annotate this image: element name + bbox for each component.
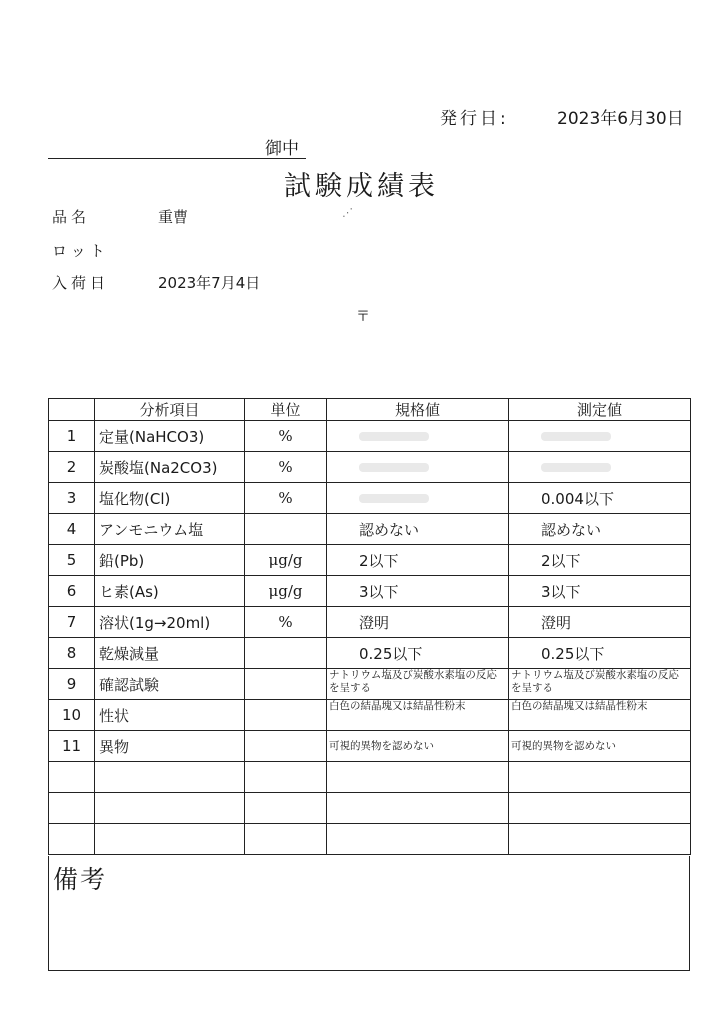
empty-row <box>49 793 691 824</box>
redacted-value <box>541 463 611 472</box>
row-unit: μg/g <box>245 545 327 576</box>
row-spec: 2以下 <box>327 545 509 576</box>
issue-date-value: 2023年6月30日 <box>557 109 684 129</box>
row-item: 塩化物(Cl) <box>95 483 245 514</box>
row-spec-redacted <box>327 483 509 514</box>
table-row <box>49 669 691 700</box>
row-item: アンモニウム塩 <box>95 514 245 545</box>
addressee-honorific: 御中 <box>265 139 299 159</box>
row-item: 異物 <box>95 731 245 762</box>
row-unit: % <box>245 483 327 514</box>
row-measured: 白色の結晶塊又は結晶性粉末 <box>509 700 691 731</box>
row-unit: % <box>245 452 327 483</box>
header-spec: 規格値 <box>327 399 509 421</box>
row-unit <box>245 669 327 700</box>
row-no: 4 <box>49 514 95 545</box>
row-measured: 0.004以下 <box>509 483 691 514</box>
table-row <box>49 483 691 514</box>
row-no: 11 <box>49 731 95 762</box>
row-item: 炭酸塩(Na2CO3) <box>95 452 245 483</box>
row-spec-redacted <box>327 452 509 483</box>
row-measured: 3以下 <box>509 576 691 607</box>
table-row <box>49 607 691 638</box>
row-unit: % <box>245 607 327 638</box>
row-item: 性状 <box>95 700 245 731</box>
document-title: 試験成績表 <box>284 171 439 202</box>
redacted-value <box>359 494 429 503</box>
row-spec: 可視的異物を認めない <box>327 731 509 762</box>
remarks-box <box>48 856 690 971</box>
table-row <box>49 421 691 452</box>
row-spec: ナトリウム塩及び炭酸水素塩の反応を呈する <box>327 669 509 700</box>
row-measured: 可視的異物を認めない <box>509 731 691 762</box>
postal-mark: 〒 <box>356 309 370 325</box>
row-unit <box>245 638 327 669</box>
row-no: 9 <box>49 669 95 700</box>
table-row <box>49 514 691 545</box>
row-item: 確認試験 <box>95 669 245 700</box>
empty-row <box>49 762 691 793</box>
header-unit: 単位 <box>245 399 327 421</box>
header-no <box>49 399 95 421</box>
issue-date-label: 発行日: <box>440 109 509 129</box>
row-unit <box>245 514 327 545</box>
product-name-label: 品名 <box>52 208 91 226</box>
results-table <box>48 398 691 855</box>
table-row <box>49 452 691 483</box>
row-spec: 3以下 <box>327 576 509 607</box>
row-measured-redacted <box>509 421 691 452</box>
table-row <box>49 638 691 669</box>
row-measured: 0.25以下 <box>509 638 691 669</box>
row-measured: 2以下 <box>509 545 691 576</box>
row-no: 7 <box>49 607 95 638</box>
row-no: 6 <box>49 576 95 607</box>
row-item: 定量(NaHCO3) <box>95 421 245 452</box>
row-spec: 白色の結晶塊又は結晶性粉末 <box>327 700 509 731</box>
table-row <box>49 576 691 607</box>
header-item: 分析項目 <box>95 399 245 421</box>
row-no: 1 <box>49 421 95 452</box>
row-measured: ナトリウム塩及び炭酸水素塩の反応を呈する <box>509 669 691 700</box>
row-no: 8 <box>49 638 95 669</box>
row-no: 2 <box>49 452 95 483</box>
scan-speck: ⋰ <box>342 206 353 219</box>
header-measured: 測定値 <box>509 399 691 421</box>
table-header-row <box>49 399 691 421</box>
row-measured-redacted <box>509 452 691 483</box>
empty-row <box>49 824 691 855</box>
row-item: 溶状(1g→20ml) <box>95 607 245 638</box>
redacted-value <box>359 463 429 472</box>
row-spec: 澄明 <box>327 607 509 638</box>
row-item: ヒ素(As) <box>95 576 245 607</box>
row-item: 乾燥減量 <box>95 638 245 669</box>
row-spec: 認めない <box>327 514 509 545</box>
product-name-value: 重曹 <box>158 208 189 226</box>
arrival-date-value: 2023年7月4日 <box>158 274 261 292</box>
redacted-value <box>541 432 611 441</box>
addressee-line <box>48 158 306 159</box>
row-no: 5 <box>49 545 95 576</box>
row-item: 鉛(Pb) <box>95 545 245 576</box>
row-unit: μg/g <box>245 576 327 607</box>
remarks-label: 備考 <box>53 865 108 894</box>
row-unit <box>245 700 327 731</box>
row-spec: 0.25以下 <box>327 638 509 669</box>
table-row <box>49 700 691 731</box>
row-spec-redacted <box>327 421 509 452</box>
row-unit <box>245 731 327 762</box>
row-measured: 認めない <box>509 514 691 545</box>
redacted-value <box>359 432 429 441</box>
row-no: 3 <box>49 483 95 514</box>
table-row <box>49 731 691 762</box>
row-unit: % <box>245 421 327 452</box>
table-row <box>49 545 691 576</box>
lot-label: ロット <box>52 242 109 260</box>
row-measured: 澄明 <box>509 607 691 638</box>
arrival-date-label: 入荷日 <box>52 274 110 292</box>
row-no: 10 <box>49 700 95 731</box>
